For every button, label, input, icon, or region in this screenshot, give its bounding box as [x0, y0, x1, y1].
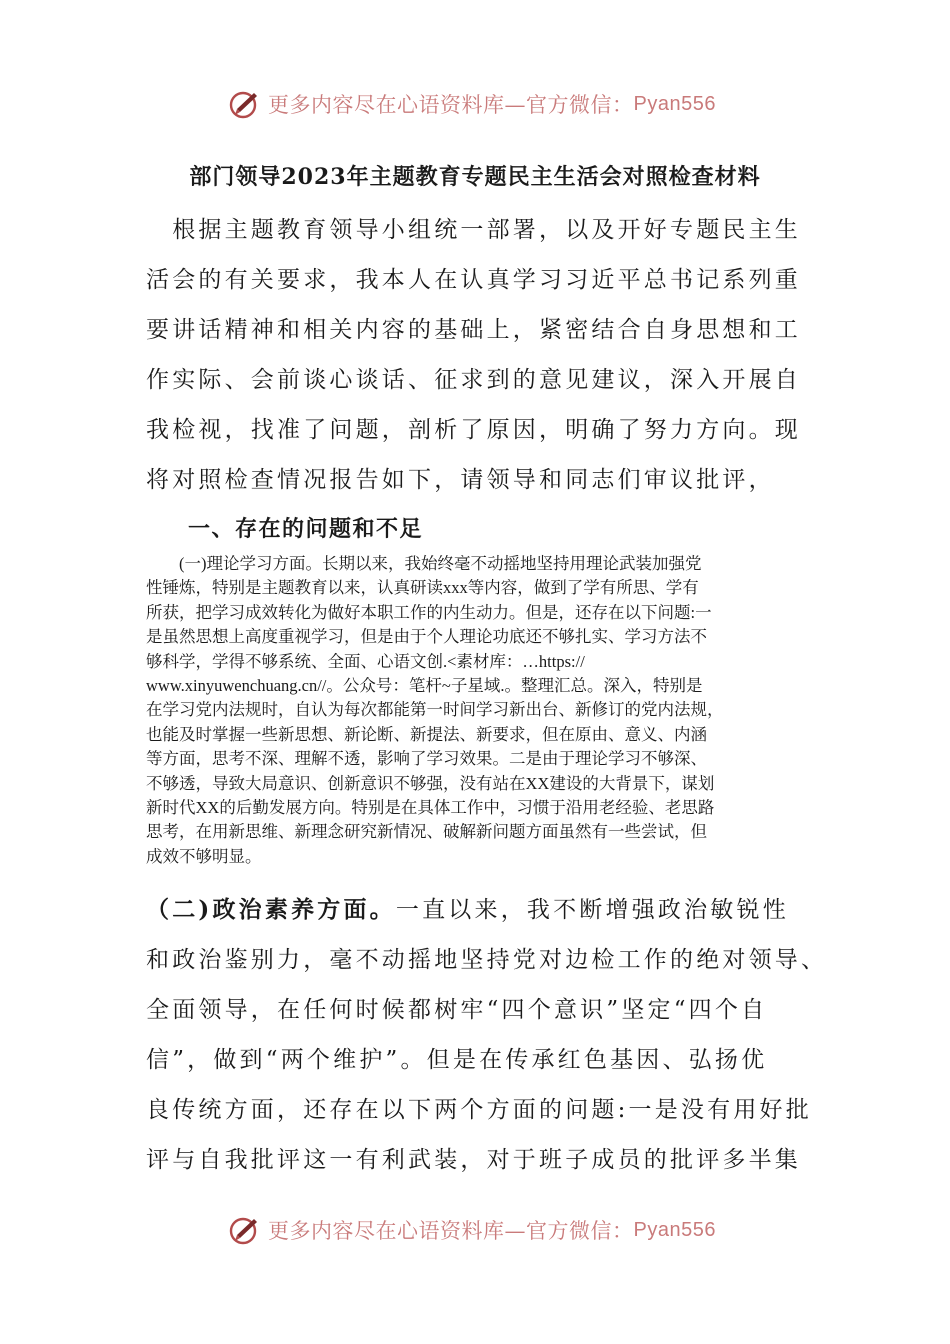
politics-line: 信”，做到“两个维护”。但是在传承红色基因、弘扬优 — [146, 1047, 768, 1073]
theory-line: 新时代XX的后勤发展方向。特别是在具体工作中，习惯于沿用老经验、老思路 — [146, 797, 715, 817]
theory-line: www.xinyuwenchuang.cn//。公众号：笔杆~子星域.。整理汇总。深入，特别是 — [146, 675, 703, 695]
political-quality-paragraph — [146, 885, 828, 1185]
theory-line: (一)理论学习方面。长期以来，我始终毫不动摇地坚持用理论武装加强党 — [146, 554, 702, 573]
pen-logo-icon — [228, 1213, 262, 1247]
theory-line: 性锤炼，特别是主题教育以来，认真研读xxx等内容，做到了学有所思、学有 — [146, 578, 699, 598]
intro-line: 我检视，找准了问题，剖析了原因，明确了努力方向。现 — [146, 417, 801, 443]
politics-line: 良传统方面，还存在以下两个方面的问题:一是没有用好批 — [146, 1097, 812, 1123]
theory-line: 在学习党内法规时，自认为每次都能第一时间学习新出台、新修订的党内法规， — [146, 700, 724, 720]
watermark-text: 更多内容尽在心语资料库—官方微信： — [268, 93, 634, 117]
intro-line: 将对照检查情况报告如下，请领导和同志们审议批评， — [146, 467, 775, 493]
watermark-handle: Pyan556 — [633, 92, 716, 115]
theory-line: 思考，在用新思维、新理念研究新情况、破解新问题方面虽然有一些尝试，但 — [146, 822, 707, 842]
politics-heading: （二)政治素养方面。 — [146, 896, 396, 923]
theory-study-paragraph — [146, 552, 816, 869]
politics-first-line — [146, 885, 806, 935]
watermark-handle: Pyan556 — [633, 1218, 716, 1241]
theory-line: 所获，把学习成效转化为做好本职工作的内生动力。但是，还存在以下问题:一 — [146, 602, 712, 622]
theory-line: 成效不够明显。 — [146, 846, 262, 866]
theory-line: 不够透，导致大局意识、创新意识不够强，没有站在XX建设的大背景下，谋划 — [146, 773, 715, 793]
watermark-text: 更多内容尽在心语资料库—官方微信： — [268, 1219, 634, 1243]
theory-line: 够科学，学得不够系统、全面、心语文创.<素材库：…https:// — [146, 651, 585, 671]
document-title: 部门领导2023年主题教育专题民主生活会对照检查材料 — [189, 164, 761, 190]
intro-paragraph — [146, 205, 806, 505]
theory-line: 也能及时掌握一些新思想、新论断、新提法、新要求，但在原由、意义、内涵 — [146, 724, 707, 744]
intro-line: 作实际、会前谈心谈话、征求到的意见建议，深入开展自 — [146, 367, 801, 393]
watermark-banner-top — [228, 84, 716, 124]
politics-line: 全面领导，在任何时候都树牢“四个意识”坚定“四个自 — [146, 997, 768, 1023]
intro-line: 根据主题教育领导小组统一部署，以及开好专题民主生 — [146, 217, 801, 243]
intro-line: 要讲话精神和相关内容的基础上，紧密结合自身思想和工 — [146, 317, 801, 343]
politics-first-rest: 一直以来，我不断增强政治敏锐性 — [395, 897, 789, 923]
intro-line: 活会的有关要求，我本人在认真学习习近平总书记系列重 — [146, 267, 801, 293]
watermark-banner-bottom — [228, 1210, 716, 1250]
pen-logo-icon — [228, 87, 262, 121]
theory-line: 等方面，思考不深、理解不透，影响了学习效果。二是由于理论学习不够深、 — [146, 749, 707, 769]
politics-line: 和政治鉴别力，毫不动摇地坚持党对边检工作的绝对领导、 — [146, 947, 828, 973]
politics-line: 评与自我批评这一有利武装，对于班子成员的批评多半集 — [146, 1147, 801, 1173]
theory-line: 是虽然思想上高度重视学习，但是由于个人理论功底还不够扎实、学习方法不 — [146, 627, 707, 647]
section-heading: 一、存在的问题和不足 — [188, 516, 424, 542]
